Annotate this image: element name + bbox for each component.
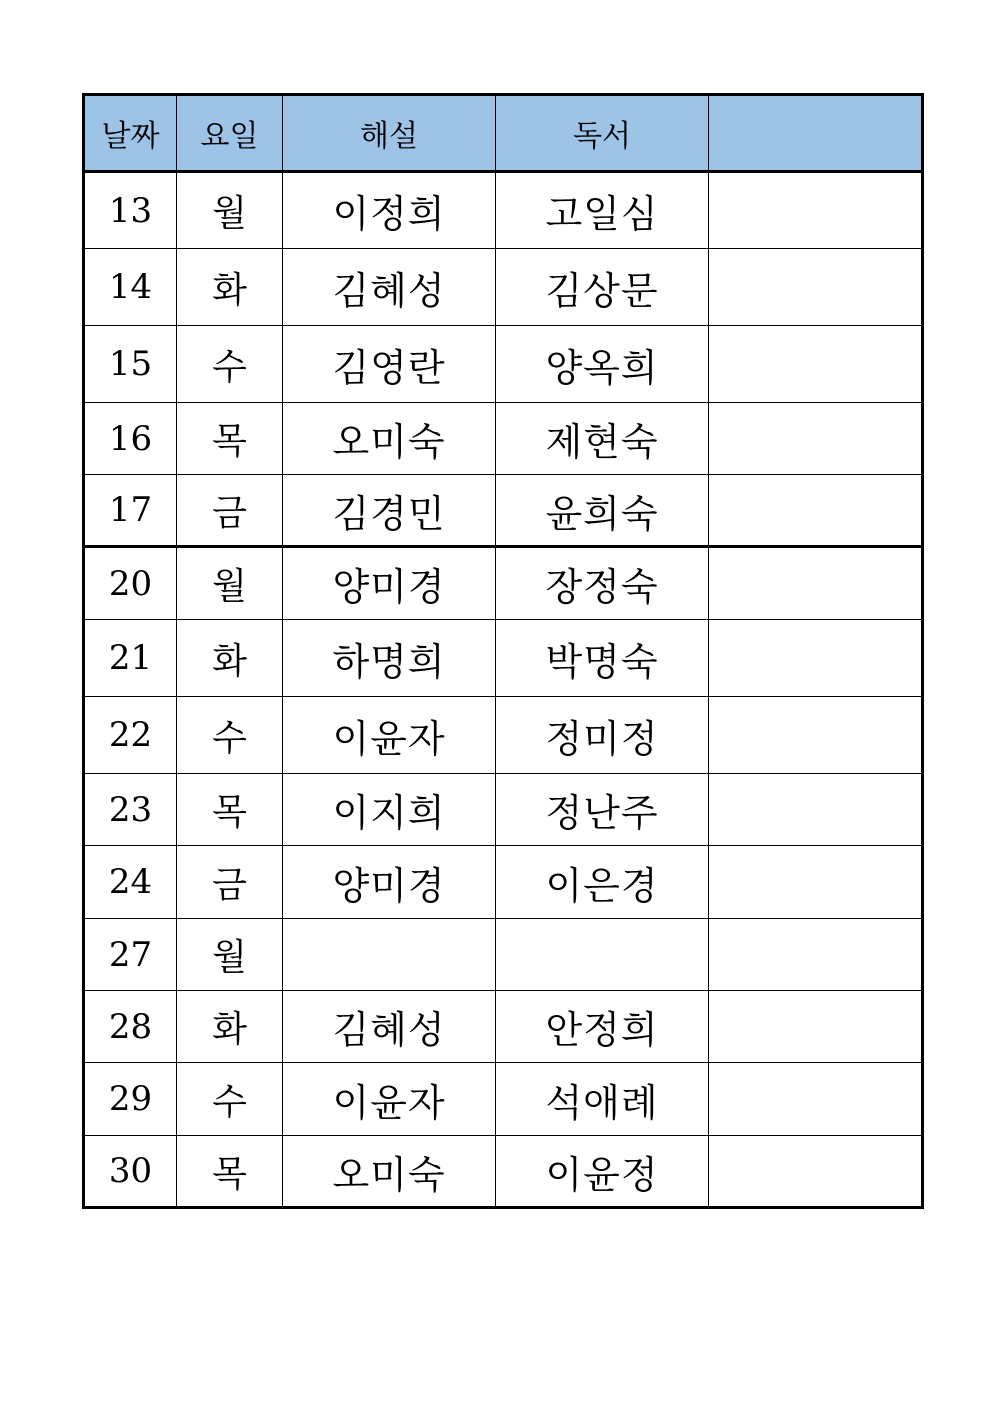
cell-reading: 석애례: [496, 1063, 709, 1136]
cell-reading: 박명숙: [496, 620, 709, 697]
cell-commentary: 이윤자: [283, 697, 496, 774]
cell-day: 월: [177, 547, 283, 620]
cell-extra: [709, 249, 923, 326]
cell-reading: 정미정: [496, 697, 709, 774]
cell-date: 16: [84, 403, 177, 475]
cell-day: 화: [177, 249, 283, 326]
cell-date: 30: [84, 1136, 177, 1208]
cell-extra: [709, 697, 923, 774]
cell-date: 15: [84, 326, 177, 403]
cell-reading: 김상문: [496, 249, 709, 326]
cell-reading: [496, 919, 709, 991]
cell-reading: 장정숙: [496, 547, 709, 620]
cell-day: 화: [177, 991, 283, 1063]
cell-commentary: 양미경: [283, 547, 496, 620]
table-row: [84, 991, 923, 1063]
cell-date: 27: [84, 919, 177, 991]
cell-reading: 이윤정: [496, 1136, 709, 1208]
cell-day: 화: [177, 620, 283, 697]
table-row: [84, 172, 923, 249]
table-row: [84, 1136, 923, 1208]
cell-date: 28: [84, 991, 177, 1063]
table-row: [84, 846, 923, 919]
cell-extra: [709, 475, 923, 547]
cell-commentary: 김경민: [283, 475, 496, 547]
cell-date: 24: [84, 846, 177, 919]
table-row: [84, 475, 923, 547]
cell-extra: [709, 403, 923, 475]
cell-reading: 고일심: [496, 172, 709, 249]
cell-date: 17: [84, 475, 177, 547]
cell-day: 금: [177, 846, 283, 919]
cell-extra: [709, 326, 923, 403]
table-row: [84, 547, 923, 620]
header-row: [84, 95, 923, 172]
cell-date: 20: [84, 547, 177, 620]
cell-date: 22: [84, 697, 177, 774]
schedule-table: [82, 93, 924, 1209]
cell-day: 수: [177, 326, 283, 403]
header-commentary: 해설: [283, 95, 496, 172]
cell-commentary: 오미숙: [283, 403, 496, 475]
cell-date: 29: [84, 1063, 177, 1136]
table-row: [84, 919, 923, 991]
header-reading: 독서: [496, 95, 709, 172]
cell-extra: [709, 172, 923, 249]
table-row: [84, 774, 923, 846]
cell-commentary: 하명희: [283, 620, 496, 697]
cell-day: 수: [177, 1063, 283, 1136]
cell-commentary: 김혜성: [283, 991, 496, 1063]
cell-extra: [709, 620, 923, 697]
header-date: 날짜: [84, 95, 177, 172]
cell-reading: 양옥희: [496, 326, 709, 403]
table-row: [84, 326, 923, 403]
cell-date: 23: [84, 774, 177, 846]
cell-commentary: 김혜성: [283, 249, 496, 326]
cell-reading: 윤희숙: [496, 475, 709, 547]
cell-reading: 이은경: [496, 846, 709, 919]
cell-extra: [709, 1063, 923, 1136]
cell-commentary: [283, 919, 496, 991]
header-day: 요일: [177, 95, 283, 172]
cell-day: 월: [177, 919, 283, 991]
cell-day: 금: [177, 475, 283, 547]
cell-commentary: 김영란: [283, 326, 496, 403]
cell-extra: [709, 774, 923, 846]
table-row: [84, 697, 923, 774]
cell-reading: 안정희: [496, 991, 709, 1063]
table-body: [84, 172, 923, 1208]
cell-day: 수: [177, 697, 283, 774]
cell-day: 목: [177, 403, 283, 475]
table-row: [84, 620, 923, 697]
cell-commentary: 양미경: [283, 846, 496, 919]
cell-commentary: 오미숙: [283, 1136, 496, 1208]
cell-extra: [709, 991, 923, 1063]
cell-reading: 정난주: [496, 774, 709, 846]
table-row: [84, 249, 923, 326]
header-extra: [709, 95, 923, 172]
cell-reading: 제현숙: [496, 403, 709, 475]
cell-commentary: 이정희: [283, 172, 496, 249]
cell-extra: [709, 846, 923, 919]
cell-commentary: 이윤자: [283, 1063, 496, 1136]
cell-commentary: 이지희: [283, 774, 496, 846]
cell-extra: [709, 1136, 923, 1208]
table-header: [84, 95, 923, 172]
cell-day: 목: [177, 774, 283, 846]
cell-extra: [709, 919, 923, 991]
table-row: [84, 1063, 923, 1136]
cell-extra: [709, 547, 923, 620]
cell-date: 13: [84, 172, 177, 249]
cell-day: 월: [177, 172, 283, 249]
cell-date: 21: [84, 620, 177, 697]
cell-day: 목: [177, 1136, 283, 1208]
cell-date: 14: [84, 249, 177, 326]
table-row: [84, 403, 923, 475]
